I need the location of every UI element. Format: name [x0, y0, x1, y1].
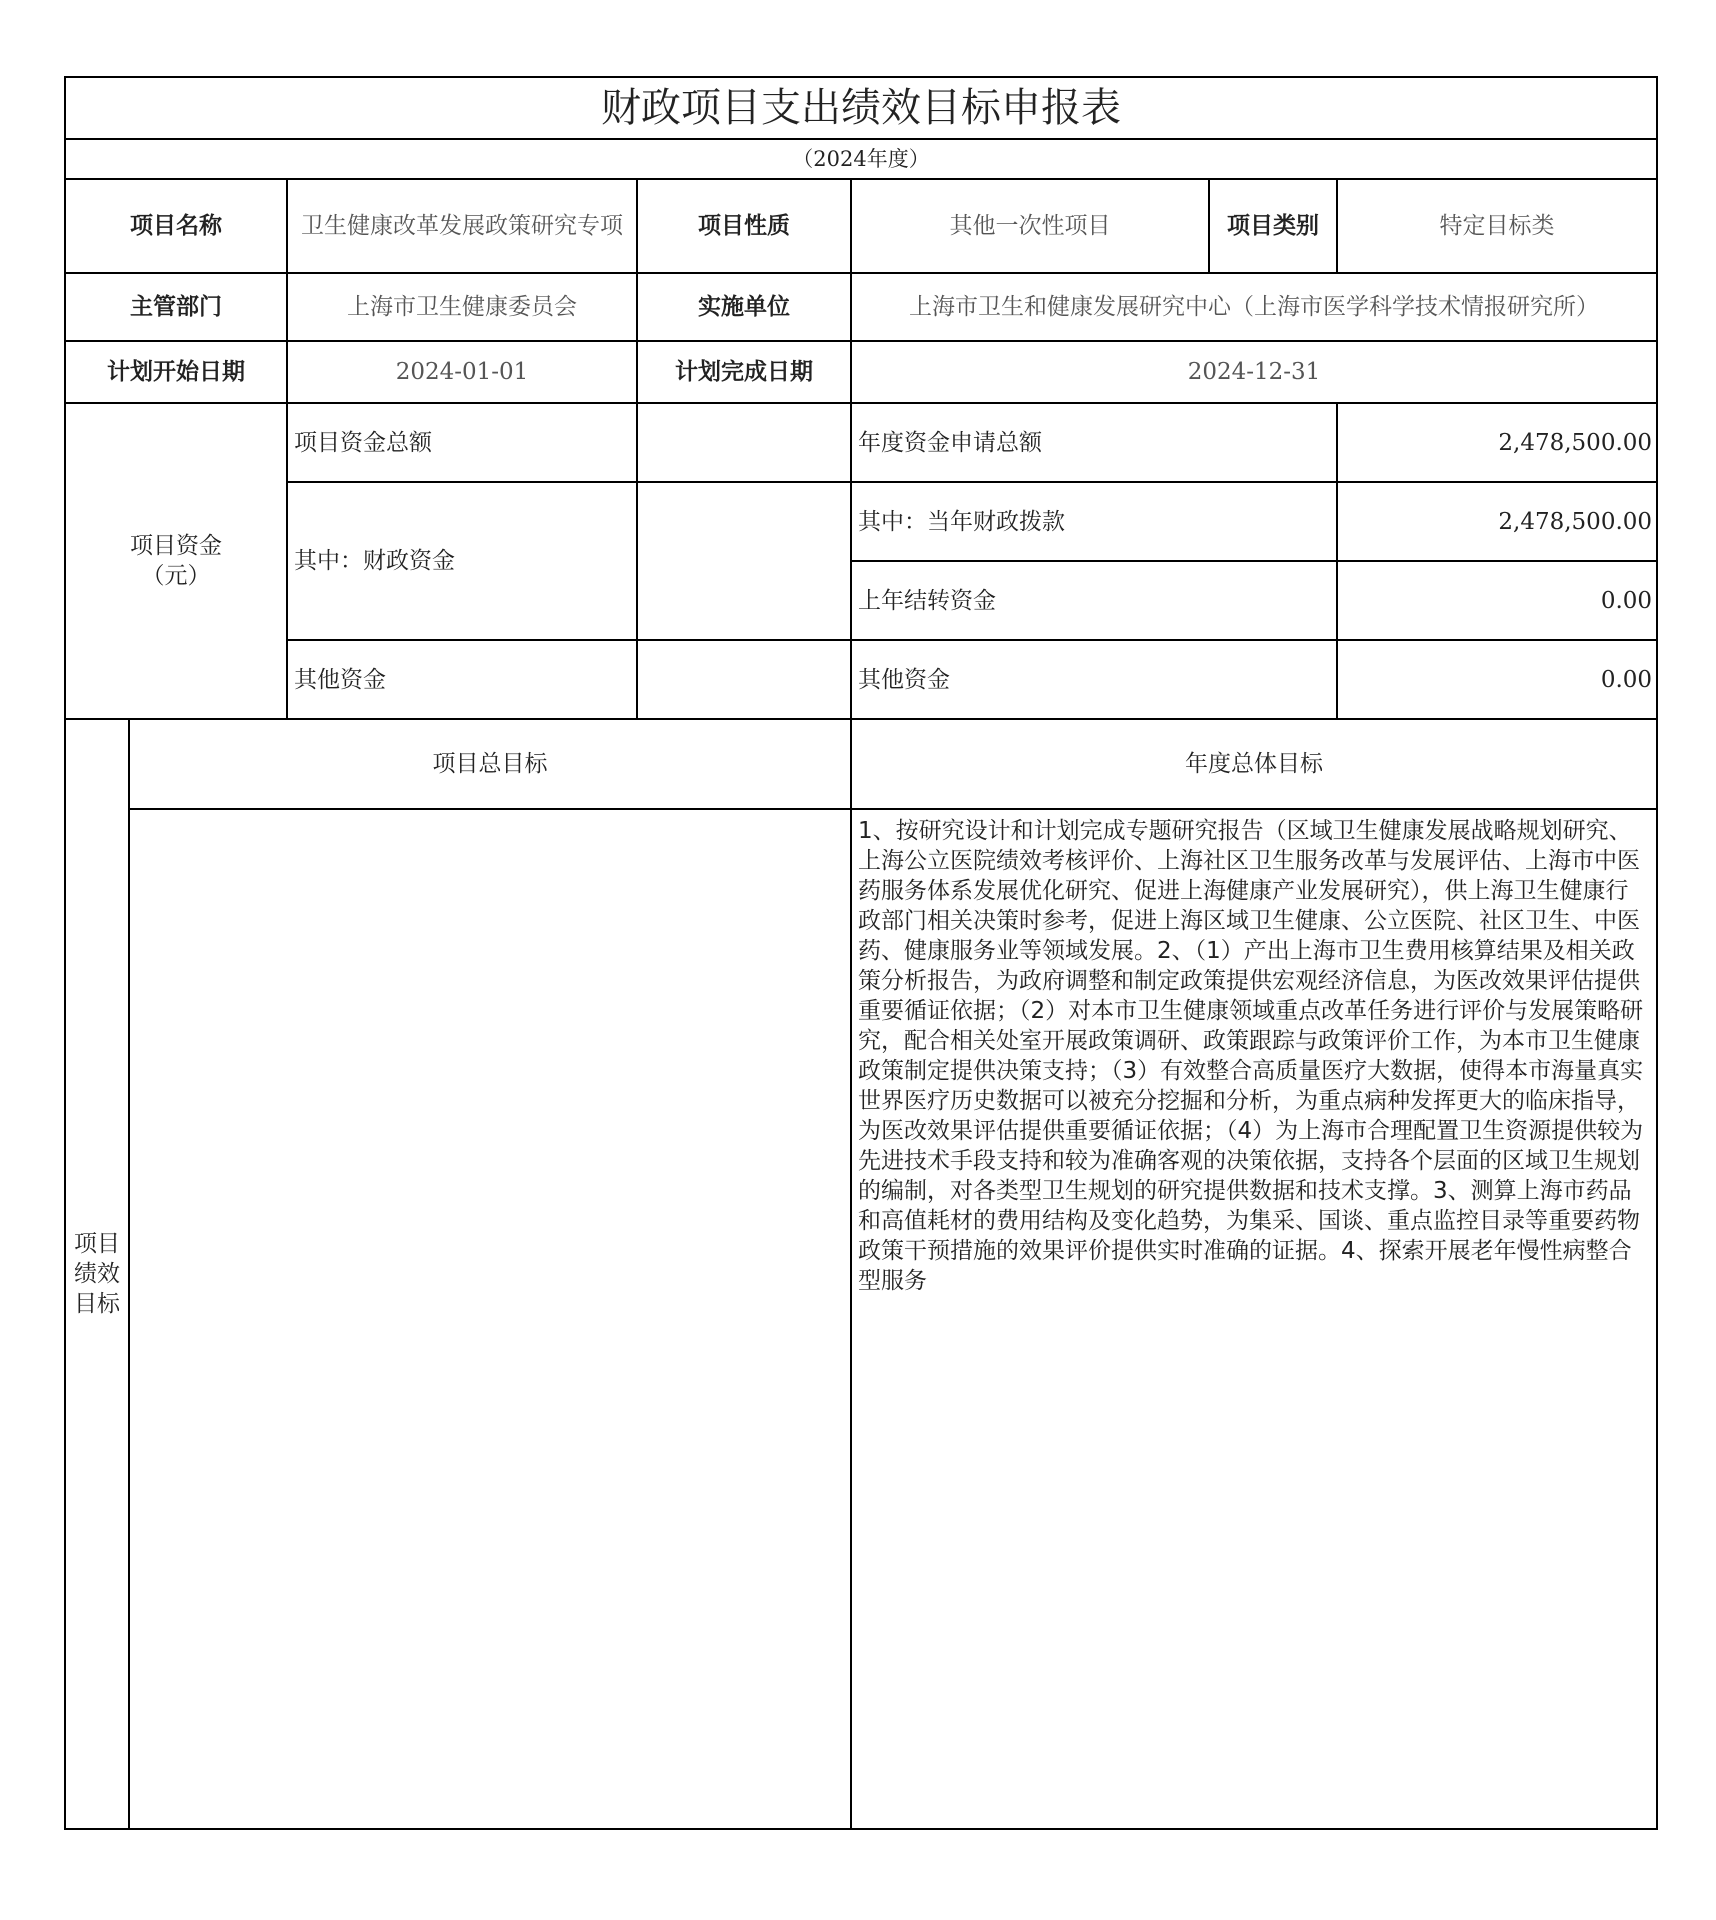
other-funds-label: 其他资金 [287, 640, 637, 719]
total-goal-text [129, 809, 851, 1829]
end-date-label: 计划完成日期 [637, 341, 851, 403]
carryover-label: 上年结转资金 [851, 561, 1337, 640]
annual-other-funds-value: 0.00 [1337, 640, 1657, 719]
project-category-value: 特定目标类 [1337, 179, 1657, 273]
end-date-value: 2024-12-31 [851, 341, 1657, 403]
fiscal-funds-label: 其中：财政资金 [287, 482, 637, 640]
project-name-label: 项目名称 [65, 179, 287, 273]
unit-label: 实施单位 [637, 273, 851, 341]
other-funds-value [637, 640, 851, 719]
dept-label: 主管部门 [65, 273, 287, 341]
carryover-value: 0.00 [1337, 561, 1657, 640]
annual-other-funds-label: 其他资金 [851, 640, 1337, 719]
funds-total-value [637, 403, 851, 482]
current-allocation-value: 2,478,500.00 [1337, 482, 1657, 561]
page-title: 财政项目支出绩效目标申报表 [65, 77, 1657, 139]
annual-goal-text: 1、按研究设计和计划完成专题研究报告（区域卫生健康发展战略规划研究、上海公立医院绩效考核评价、上海社区卫生服务改革与发展评估、上海市中医药服务体系发展优化研究、促进上海健康产业发展研究），供上海卫生健康行政部门相关决策时参考，促进上海区域卫生健康、公立医院、社区卫生、中医药、健康服务业等领域发展。2、（1）产出上海市卫生费用核算结果及相关政策分析报告，为政府调整和制定政策提供宏观经济信息，为医改效果评估提供重要循证依据；（2）对本市卫生健康领域重点改革任务进行评价与发展策略研究，配合相关处室开展政策调研、政策跟踪与政策评价工作，为本市卫生健康政策制定提供决策支持；（3）有效整合高质量医疗大数据，使得本市海量真实世界医疗历史数据可以被充分挖掘和分析，为重点病种发挥更大的临床指导，为医改效果评估提供重要循证依据；（4）为上海市合理配置卫生资源提供较为先进技术手段支持和较为准确客观的决策依据，支持各个层面的区域卫生规划的编制，对各类型卫生规划的研究提供数据和技术支撑。3、测算上海市药品和高值耗材的费用结构及变化趋势，为集采、国谈、重点监控目录等重要药物政策干预措施的效果评价提供实时准确的证据。4、探索开展老年慢性病整合型服务 [851, 809, 1657, 1829]
total-goal-header: 项目总目标 [129, 719, 851, 809]
funds-total-label: 项目资金总额 [287, 403, 637, 482]
goals-section-label: 项目 绩效 目标 [65, 719, 129, 1829]
year-label: （2024年度） [65, 139, 1657, 179]
project-nature-value: 其他一次性项目 [851, 179, 1209, 273]
annual-goal-header: 年度总体目标 [851, 719, 1657, 809]
annual-total-label: 年度资金申请总额 [851, 403, 1337, 482]
project-name-value: 卫生健康改革发展政策研究专项 [287, 179, 637, 273]
start-date-value: 2024-01-01 [287, 341, 637, 403]
project-nature-label: 项目性质 [637, 179, 851, 273]
fiscal-funds-value [637, 482, 851, 640]
funds-section-label: 项目资金 （元） [65, 403, 287, 719]
annual-total-value: 2,478,500.00 [1337, 403, 1657, 482]
form-table [64, 76, 1658, 1830]
performance-target-form [64, 76, 1656, 1830]
unit-value: 上海市卫生和健康发展研究中心（上海市医学科学技术情报研究所） [851, 273, 1657, 341]
current-allocation-label: 其中：当年财政拨款 [851, 482, 1337, 561]
project-category-label: 项目类别 [1209, 179, 1337, 273]
dept-value: 上海市卫生健康委员会 [287, 273, 637, 341]
start-date-label: 计划开始日期 [65, 341, 287, 403]
